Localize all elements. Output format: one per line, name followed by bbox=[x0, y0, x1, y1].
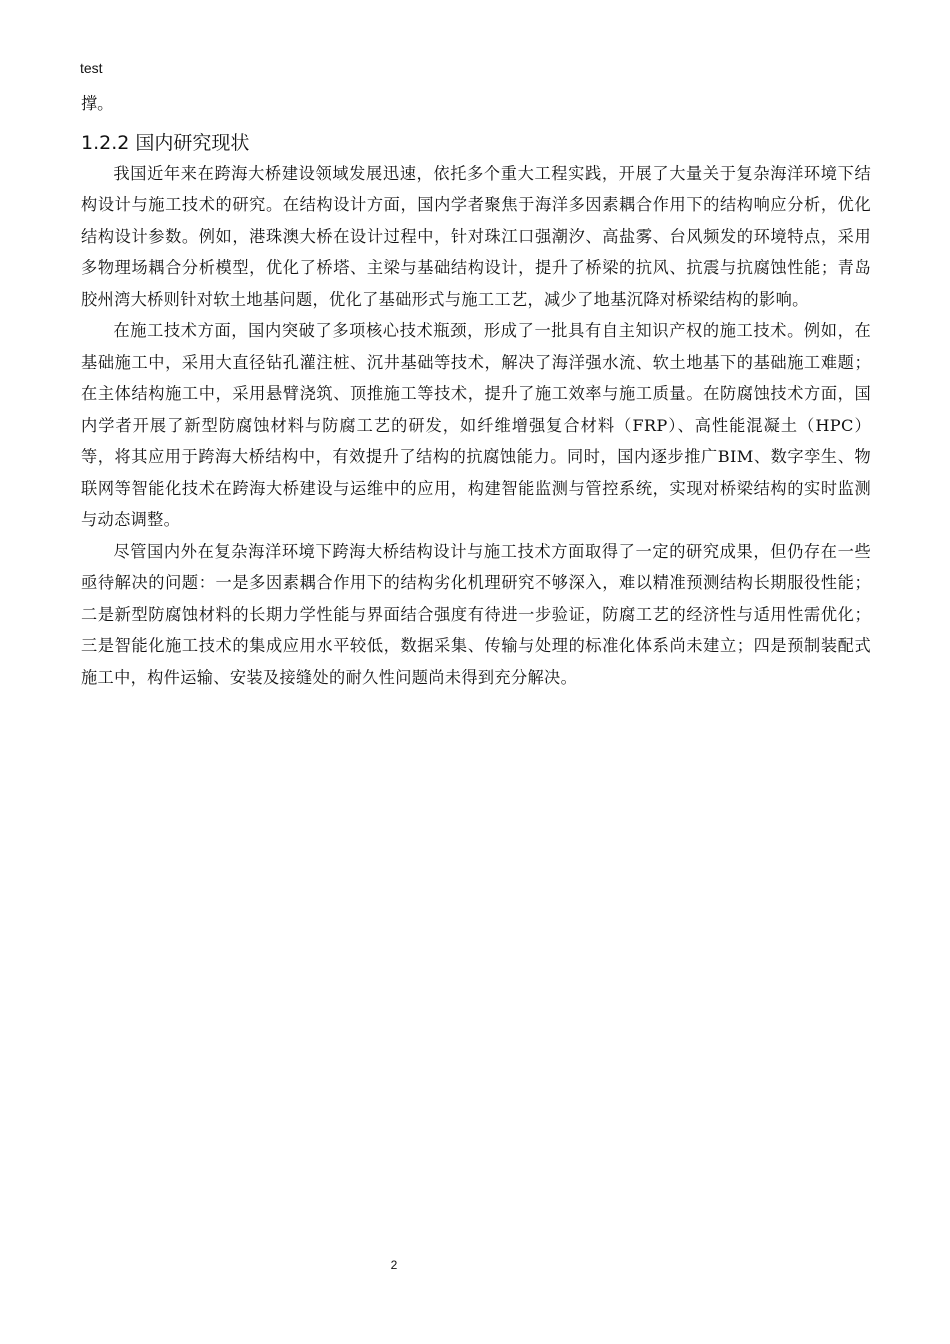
section-heading: 1.2.2 国内研究现状 bbox=[81, 131, 250, 154]
document-body bbox=[81, 88, 871, 693]
page-number: 2 bbox=[390, 1258, 398, 1272]
paragraph-structural-design: 我国近年来在跨海大桥建设领域发展迅速，依托多个重大工程实践，开展了大量关于复杂海洋环境下结构设计与施工技术的研究。在结构设计方面，国内学者聚焦于海洋多因素耦合作用下的结构响应分析，优化结构设计参数。例如，港珠澳大桥在设计过程中，针对珠江口强潮汐、高盐雾、台风频发的环境特点，采用多物理场耦合分析模型，优化了桥塔、主梁与基础结构设计，提升了桥梁的抗风、抗震与抗腐蚀性能；青岛胶州湾大桥则针对软土地基问题，优化了基础形式与施工工艺，减少了地基沉降对桥梁结构的影响。 bbox=[81, 163, 871, 309]
paragraph-open-problems: 尽管国内外在复杂海洋环境下跨海大桥结构设计与施工技术方面取得了一定的研究成果，但仍存在一些亟待解决的问题：一是多因素耦合作用下的结构劣化机理研究不够深入，难以精准预测结构长期服役性能；二是新型防腐蚀材料的长期力学性能与界面结合强度有待进一步验证，防腐工艺的经济性与适用性需优化；三是智能化施工技术的集成应用水平较低，数据采集、传输与处理的标准化体系尚未建立；四是预制装配式施工中，构件运输、安装及接缝处的耐久性问题尚未得到充分解决。 bbox=[81, 541, 871, 687]
continuation-text: 撑。 bbox=[81, 94, 114, 113]
paragraph-construction-technology: 在施工技术方面，国内突破了多项核心技术瓶颈，形成了一批具有自主知识产权的施工技术。例如，在基础施工中，采用大直径钻孔灌注桩、沉井基础等技术，解决了海洋强水流、软土地基下的基础施工难题；在主体结构施工中，采用悬臂浇筑、顶推施工等技术，提升了施工效率与施工质量。在防腐蚀技术方面，国内学者开展了新型防腐蚀材料与防腐工艺的研发，如纤维增强复合材料（FRP）、高性能混凝土（HPC）等，将其应用于跨海大桥结构中，有效提升了结构的抗腐蚀能力。同时，国内逐步推广BIM、数字孪生、物联网等智能化技术在跨海大桥建设与运维中的应用，构建智能监测与管控系统，实现对桥梁结构的实时监测与动态调整。 bbox=[81, 321, 871, 529]
page-header-text: test bbox=[80, 60, 103, 76]
